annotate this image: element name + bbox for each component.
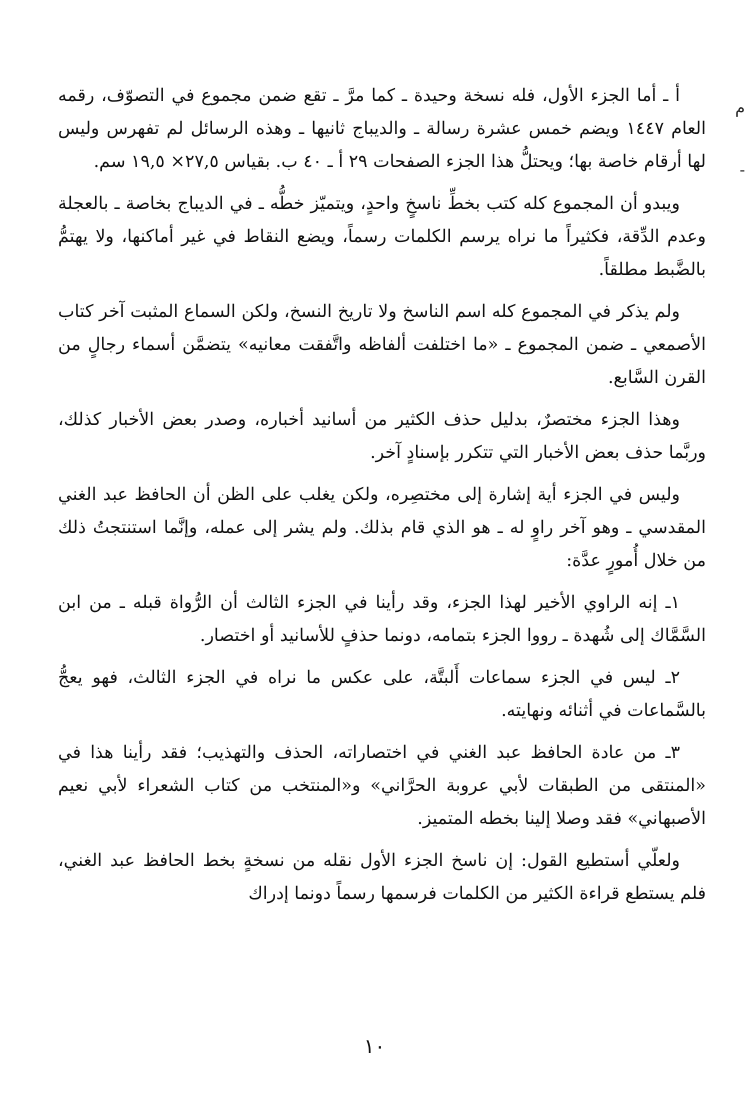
paragraph-abridger: وليس في الجزء أية إشارة إلى مختصِره، ولكن يغلب على الظن أن الحافظ عبد الغني المقدسي ـ وهو آخر راوٍ له ـ هو الذي قام بذلك. ولم يشر إلى عمله، وإنَّما استنتجتُ ذلك من خلال أُمورٍ عدَّة: <box>58 485 706 571</box>
paragraph-point-3: ٣ـ من عادة الحافظ عبد الغني في اختصاراته، الحذف والتهذيب؛ فقد رأينا هذا في «المنتقى من الطبقات لأبي عروبة الحرَّاني» و«المنتخب من كتاب الشعراء لأبي نعيم الأصبهاني» فقد وصلا إلينا بخطه المتميز. <box>58 743 706 829</box>
paragraph-scribe-hand: ويبدو أن المجموع كله كتب بخطِّ ناسخٍ واحدٍ، ويتميّز خطُّه ـ في الديباج بخاصة ـ بالعجلة وعدم الدِّقة، فكثيراً ما نراه يرسم الكلمات رسماً، ويضع النقاط في غير أماكنها، ولا يهتمُّ بالضَّبط مطلقاً. <box>58 194 706 280</box>
paragraph-point-2: ٢ـ ليس في الجزء سماعات أَلبتَّة، على عكس ما نراه في الجزء الثالث، فهو يعجُّ بالسَّماعات في أثنائه ونهايته. <box>58 668 706 721</box>
paragraph-abridged: وهذا الجزء مختصرٌ، بدليل حذف الكثير من أسانيد أخباره، وصدر بعض الأخبار كذلك، وربَّما حذف بعض الأخبار التي تتكرر بإسنادٍ آخر. <box>58 410 706 463</box>
paragraph-point-1: ١ـ إنه الراوي الأخير لهذا الجزء، وقد رأينا في الجزء الثالث أن الرُّواة قبله ـ من ابن السَّمَّاك إلى شُهدة ـ رووا الجزء بتمامه، دونما حذفٍ للأسانيد أو اختصار. <box>58 593 706 646</box>
paragraph-conclusion: ولعلّي أستطيع القول: إن ناسخ الجزء الأول نقله من نسخةٍ بخط الحافظ عبد الغني، فلم يستطع قراءة الكثير من الكلمات فرسمها رسماً دونما إدراك <box>58 851 706 904</box>
paragraph-no-scribe-name: ولم يذكر في المجموع كله اسم الناسخ ولا تاريخ النسخ، ولكن السماع المثبت آخر كتاب الأصمعي ـ ضمن المجموع ـ «ما اختلفت ألفاظه واتَّفقت معانيه» يتضمَّن أسماء رجالٍ من القرن السَّابع. <box>58 302 706 388</box>
page-number: ١٠ <box>363 1034 386 1058</box>
margin-mark: م <box>735 98 745 117</box>
margin-mark: - <box>739 160 745 179</box>
page-body <box>58 80 706 920</box>
paragraph-part-a: أ ـ أما الجزء الأول، فله نسخة وحيدة ـ كما مرَّ ـ تقع ضمن مجموع في التصوّف، رقمه العام ١٤٤٧ ويضم خمس عشرة رسالة ـ والديباج ثانيها ـ وهذه الرسائل لم تفهرس وليس لها أرقام خاصة بها؛ ويحتلُّ هذا الجزء الصفحات ٢٩ أ ـ ٤٠ ب. بقياس ٢٧,٥× ١٩,٥ سم. <box>58 86 706 172</box>
